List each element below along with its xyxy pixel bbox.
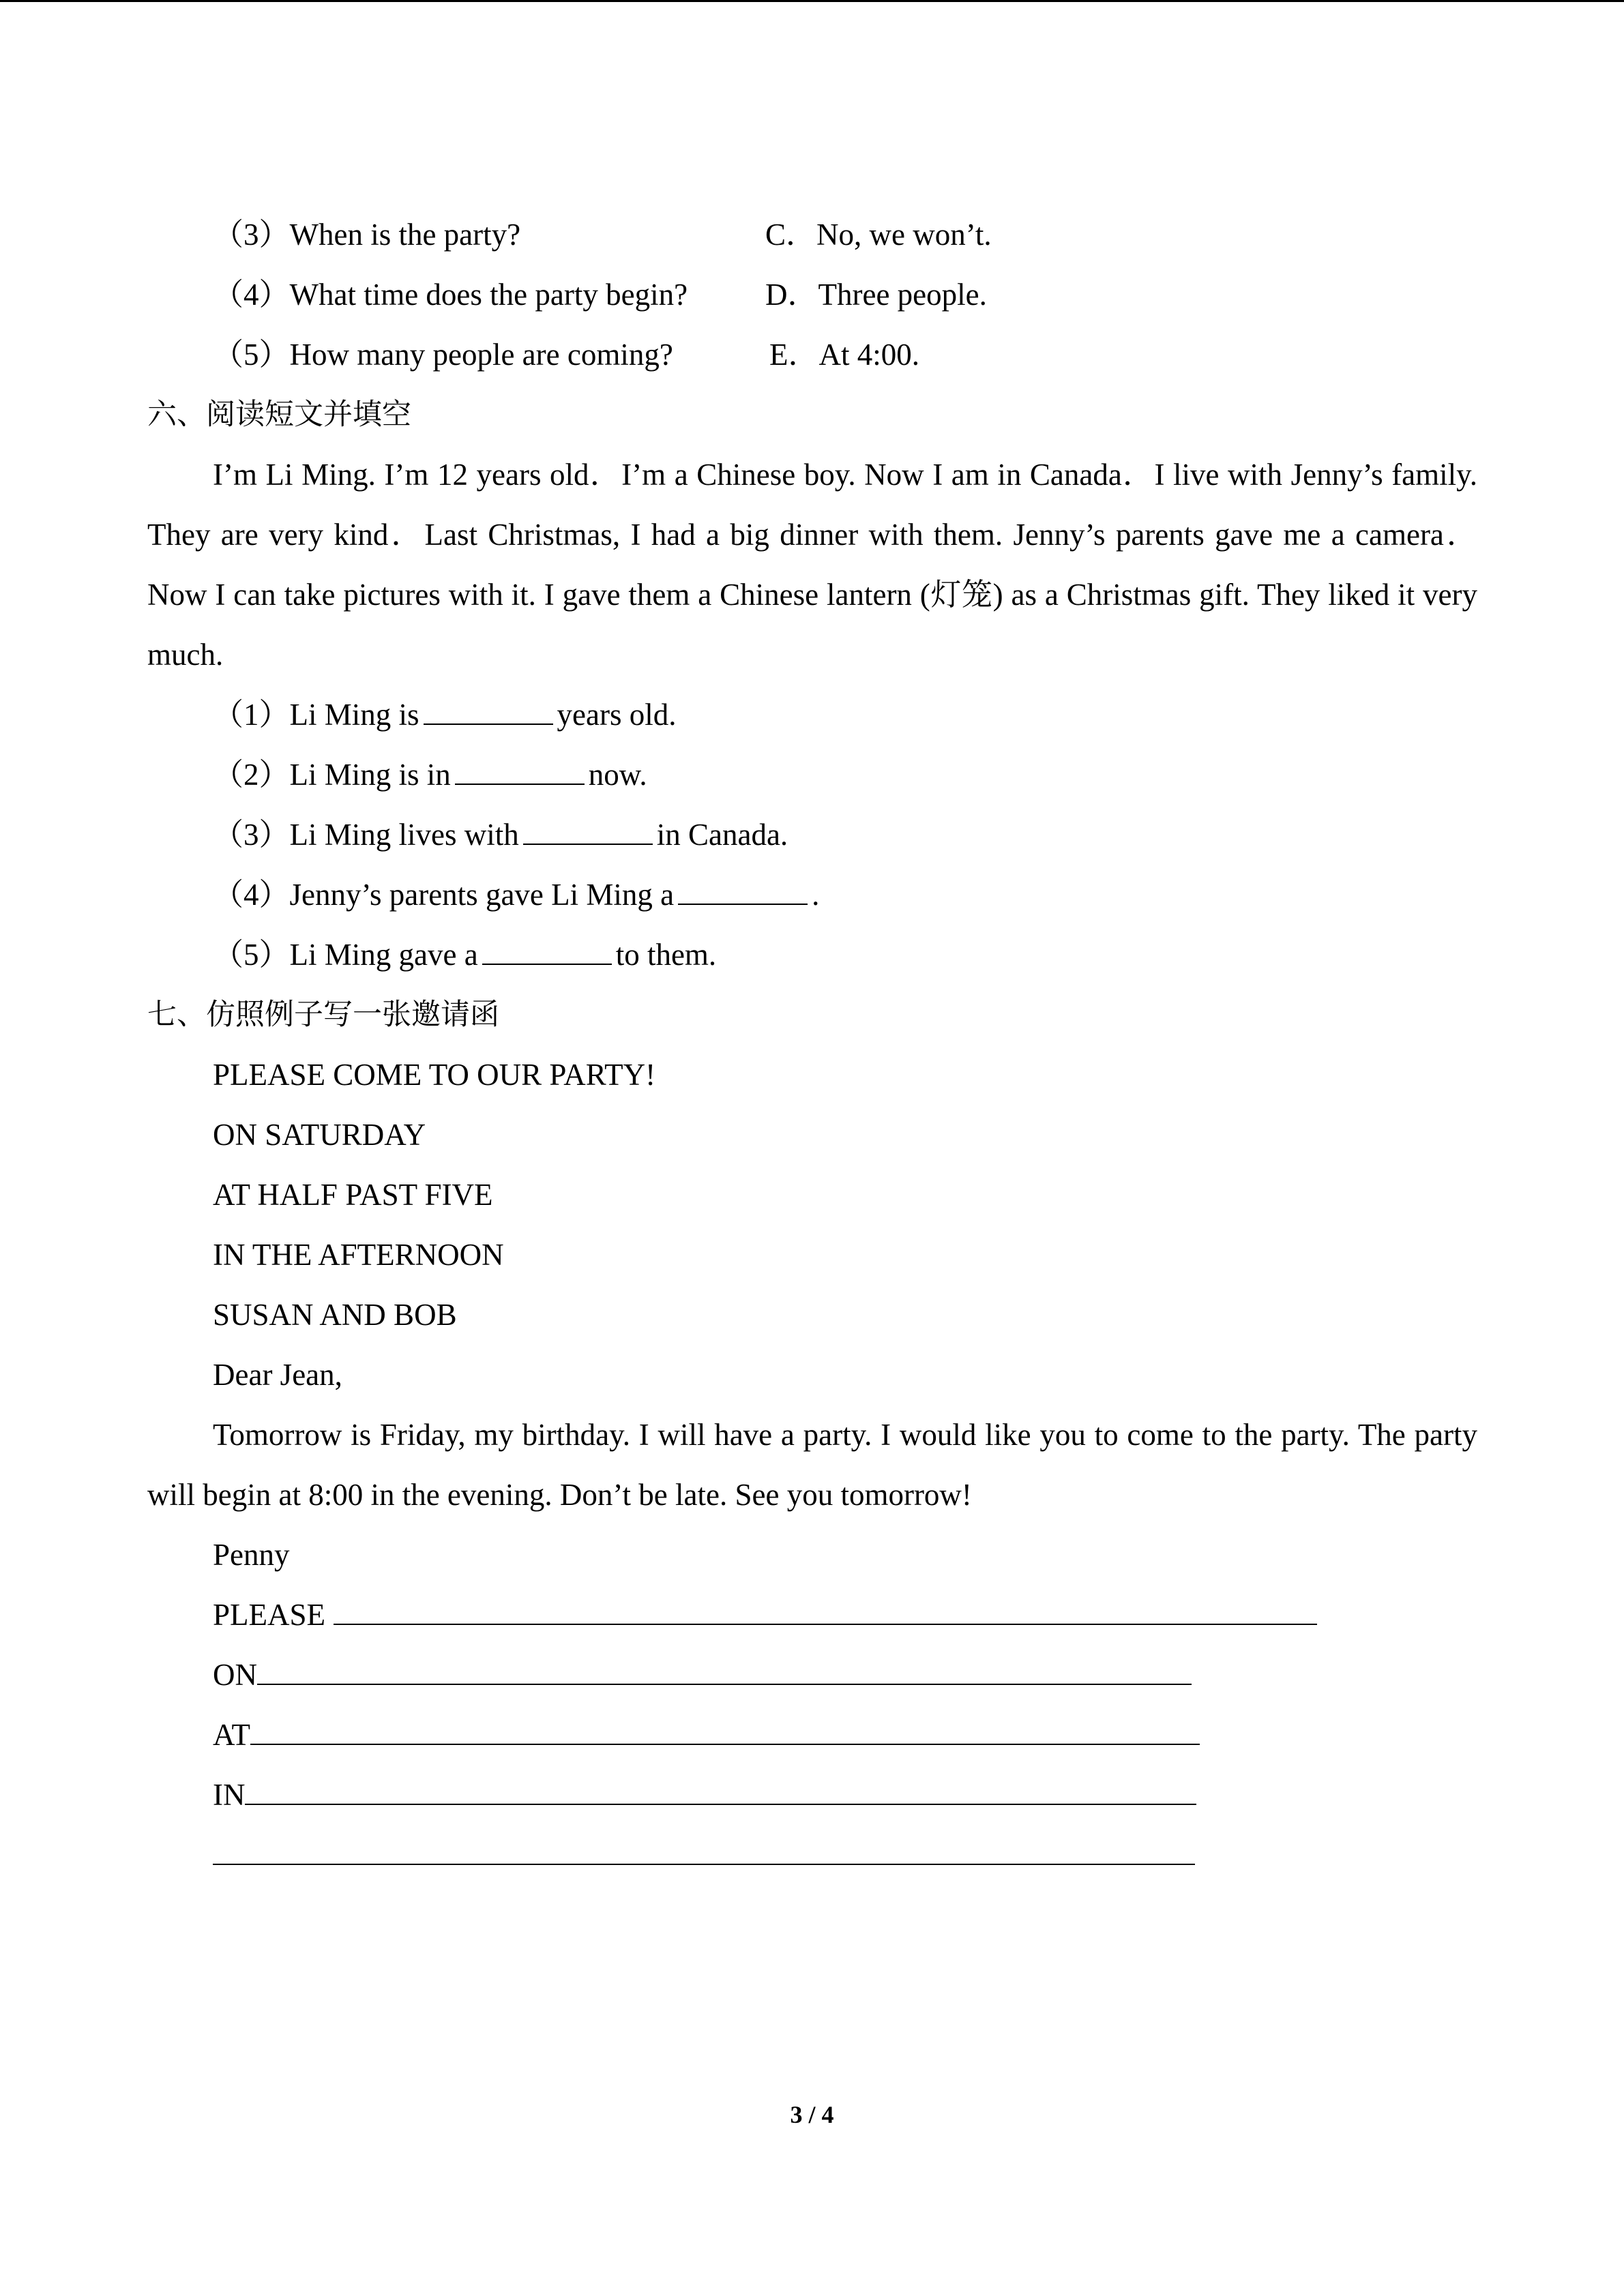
fill-blank-text-before: （1）Li Ming is bbox=[213, 698, 419, 732]
writing-line[interactable] bbox=[213, 1838, 1195, 1865]
example-invitation-line: SUSAN AND BOB bbox=[213, 1298, 457, 1332]
fill-blank-text-after: years old. bbox=[557, 698, 677, 732]
writing-line[interactable] bbox=[245, 1778, 1196, 1805]
example-invitation-line: IN THE AFTERNOON bbox=[213, 1238, 504, 1272]
answer-blank[interactable] bbox=[678, 880, 808, 905]
answer-blank[interactable] bbox=[523, 820, 653, 845]
page-number: 3 / 4 bbox=[790, 2101, 834, 2128]
fill-blank-text-before: （4）Jenny’s parents gave Li Ming a bbox=[213, 878, 675, 912]
example-invitation-line: PLEASE COME TO OUR PARTY! bbox=[213, 1058, 656, 1092]
fill-blank-item bbox=[147, 925, 1477, 985]
fill-blank-text-before: （3）Li Ming lives with bbox=[213, 818, 519, 852]
write-prompt: IN bbox=[213, 1778, 246, 1812]
matching-row bbox=[147, 265, 1477, 325]
write-prompt: ON bbox=[213, 1658, 257, 1692]
section-7-title: 七、仿照例子写一张邀请函 bbox=[147, 998, 499, 1032]
letter-signature: Penny bbox=[213, 1538, 290, 1572]
matching-answer: E．At 4:00. bbox=[769, 338, 919, 372]
matching-row bbox=[147, 325, 1477, 385]
write-prompt: PLEASE bbox=[213, 1598, 326, 1632]
answer-blank[interactable] bbox=[455, 760, 585, 785]
write-line-in bbox=[147, 1765, 1477, 1825]
writing-line[interactable] bbox=[334, 1598, 1317, 1625]
fill-blank-item bbox=[147, 685, 1477, 745]
fill-blank-text-after: to them. bbox=[615, 938, 717, 972]
matching-question: （3）When is the party? bbox=[213, 218, 521, 252]
fill-blank-text-before: （2）Li Ming is in bbox=[213, 758, 451, 792]
write-line-please bbox=[147, 1585, 1477, 1645]
reading-passage: I’m Li Ming. I’m 12 years old．I’m a Chinese boy. Now I am in Canada．I live with Jenny’s family. They are very kind．Last Christmas, I had a big dinner with them. Jenny’s parents gave me a camera．Now I can take pictures with it. I gave them a Chinese lantern (灯笼) as a Christmas gift. They liked it very much. bbox=[147, 458, 1477, 672]
fill-blank-item bbox=[147, 805, 1477, 865]
fill-blank-item bbox=[147, 745, 1477, 805]
example-invitation-line: ON SATURDAY bbox=[213, 1118, 426, 1152]
fill-blank-text-before: （5）Li Ming gave a bbox=[213, 938, 478, 972]
fill-blank-text-after: in Canada. bbox=[656, 818, 788, 852]
matching-answer: C．No, we won’t. bbox=[765, 218, 992, 252]
answer-blank[interactable] bbox=[424, 700, 553, 725]
writing-line[interactable] bbox=[257, 1658, 1192, 1685]
worksheet-page bbox=[147, 205, 1477, 1885]
fill-blank-text-after: now. bbox=[588, 758, 647, 792]
fill-blank-text-after: . bbox=[812, 878, 820, 912]
matching-question: （5）How many people are coming? bbox=[213, 338, 673, 372]
answer-blank[interactable] bbox=[482, 940, 612, 965]
write-line-at bbox=[147, 1705, 1477, 1765]
letter-greeting: Dear Jean, bbox=[213, 1358, 342, 1392]
writing-line[interactable] bbox=[250, 1718, 1200, 1745]
section-6-title: 六、阅读短文并填空 bbox=[147, 398, 411, 432]
write-prompt: AT bbox=[213, 1718, 250, 1752]
example-invitation-line: AT HALF PAST FIVE bbox=[213, 1178, 493, 1212]
matching-answer: D．Three people. bbox=[765, 278, 987, 312]
write-line-on bbox=[147, 1645, 1477, 1705]
letter-body: Tomorrow is Friday, my birthday. I will have a party. I would like you to come to the party. The party will begin at 8:00 in the evening. Don’t be late. See you tomorrow! bbox=[147, 1418, 1477, 1512]
fill-blank-item bbox=[147, 865, 1477, 925]
top-border-line bbox=[0, 0, 1624, 2]
matching-row bbox=[147, 205, 1477, 265]
write-line-signature bbox=[147, 1825, 1477, 1885]
matching-question: （4）What time does the party begin? bbox=[213, 278, 688, 312]
